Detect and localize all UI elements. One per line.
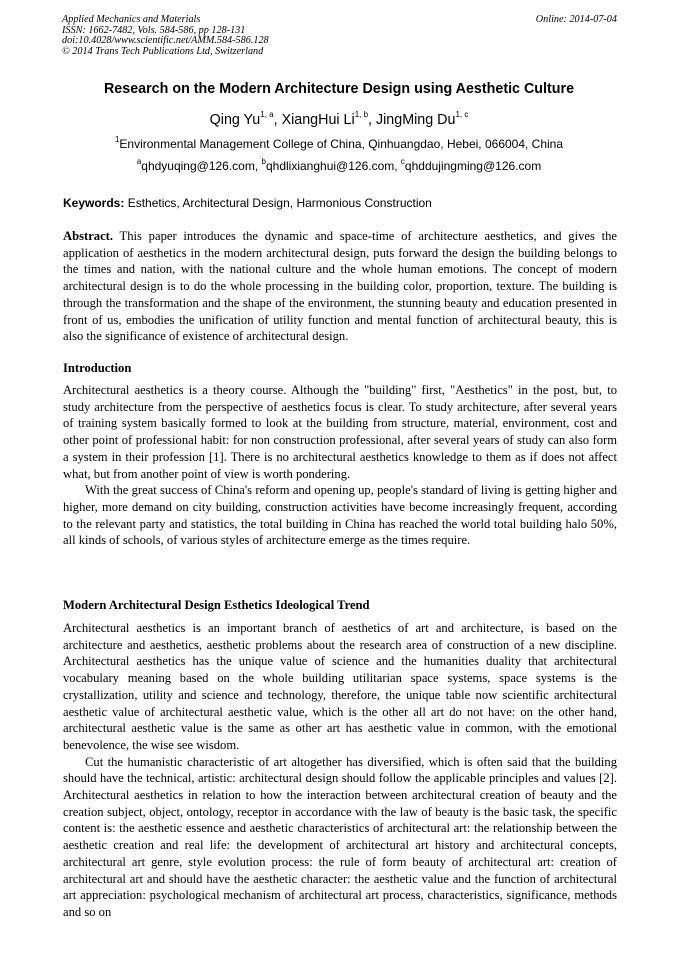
affiliation-sup: 1 [114, 135, 120, 144]
author-affil-sup: 1, c [455, 110, 469, 119]
introduction-body [63, 382, 617, 549]
email-address: qhdyuqing@126.com [141, 159, 255, 173]
author-sep: , [368, 112, 376, 128]
paragraph: Cut the humanistic characteristic of art altogether has diversified, which is often said that the building should have the technical, artistic: architectural design should follow the applicable principles and values [2]. Architectural aesthetics in relation to how the interaction between architectural creation of beauty and the creation subject, object, ontology, receptor in accordance with the law of beauty is the basic task, the specific content is: the aesthetic essence and aesthetic characteristics of architectural art: the relationship between the aesthetic creation and real life: the development of architectural art history and architectural concepts, architectural art genre, style evolution process: the rule of form beauty of architectural art: creation of architectural art and should have the aesthetic character: the aesthetic value and the function of architectural art appreciation: psychological mechanism of architectural art process, characteristics, significance, methods and so on [63, 754, 617, 919]
abstract [63, 228, 617, 345]
email-address: qhdlixianghui@126.com [265, 159, 395, 173]
abstract-label: Abstract. [63, 229, 114, 243]
paragraph: Architectural aesthetics is a theory course. Although the "building" first, "Aesthetics" in the post, but, to study architecture from the perspective of aesthetics focus is clear. To study architecture, after several years of training system basically formed to look at the building from structure, material, environment, cost and other point of professional habit: for non construction professional, after several years of study can also form a system in their profession [1]. There is no architectural aesthetics knowledge to them as if does not affect what, but from another point of view is worth pondering. [63, 383, 617, 481]
section-heading-introduction: Introduction [63, 361, 132, 375]
email-sep: , [394, 159, 401, 173]
journal-header [62, 15, 617, 57]
keywords-label: Keywords: [63, 196, 125, 210]
issn-line: ISSN: 1662-7482, Vols. 584-586, pp 128-131 [62, 24, 246, 36]
email-sep: , [254, 159, 262, 173]
email-list [0, 159, 678, 173]
email-sup: b [261, 157, 266, 166]
author-affil-sup: 1, b [354, 110, 369, 119]
affiliation [0, 137, 678, 151]
trend-body [63, 620, 617, 921]
author-affil-sup: 1, a [260, 110, 274, 119]
journal-name: Applied Mechanics and Materials [62, 14, 201, 25]
author-sep: , [273, 112, 282, 128]
paragraph: Architectural aesthetics is an important branch of aesthetics of art and architecture, is based on the architecture and aesthetics, aesthetic problems about the research area of construction of a new discipline. Architectural aesthetics has the unique value of science and the humanities duality that architectural vocabulary meaning based on the whole building utilitarian space systems, space systems is the crystallization, utility and science and technology, therefore, the unique table now scientific architectural aesthetic value of architectural aesthetic value, which is the other all art do not have: on the other hand, architectural aesthetic value is the same as other art has aesthetic value in common, with the emotional benevolence, the wise see wisdom. [63, 621, 617, 752]
email-sup: c [400, 157, 405, 166]
author-name: JingMing Du [375, 112, 456, 128]
email-sup: a [136, 157, 142, 166]
affiliation-text: Environmental Management College of China, Qinhuangdao, Hebei, 066004, China [119, 137, 564, 151]
paragraph: With the great success of China's reform and opening up, people's standard of living is getting higher and higher, more demand on city building, construction activities have become increasingly frequent, according to the relevant party and statistics, the total building in China has reached the world total building halo 50%, all kinds of schools, of various styles of architecture emerge as the times require. [63, 483, 617, 548]
online-date: Online: 2014-07-04 [535, 14, 617, 25]
author-name: Qing Yu [209, 112, 261, 128]
section-heading-trend: Modern Architectural Design Esthetics Ideological Trend [63, 598, 370, 612]
keywords [63, 196, 618, 210]
author-list [0, 112, 678, 128]
author-name: XiangHui Li [281, 112, 355, 128]
abstract-text: This paper introduces the dynamic and space-time of architecture aesthetics, and gives the application of aesthetics in the modern architectural design, puts forward the design the building belongs to the times and nation, with the national culture and the whole human emotions. The concept of modern architectural design is to do the whole processing in the building color, proportion, texture. The building is through the transformation and the shape of the environment, the stunning beauty and education presented in front of us, embodies the unification of utility function and mental function of architectural beauty, this is also the significance of existence of architectural design. [63, 229, 618, 344]
paper-title: Research on the Modern Architecture Design using Aesthetic Culture [103, 81, 575, 97]
keywords-text: Esthetics, Architectural Design, Harmonious Construction [127, 196, 432, 210]
email-address: qhddujingming@126.com [404, 159, 542, 173]
copyright-line: © 2014 Trans Tech Publications Ltd, Switzerland [62, 45, 264, 57]
doi-line: doi:10.4028/www.scientific.net/AMM.584-586.128 [62, 35, 269, 47]
